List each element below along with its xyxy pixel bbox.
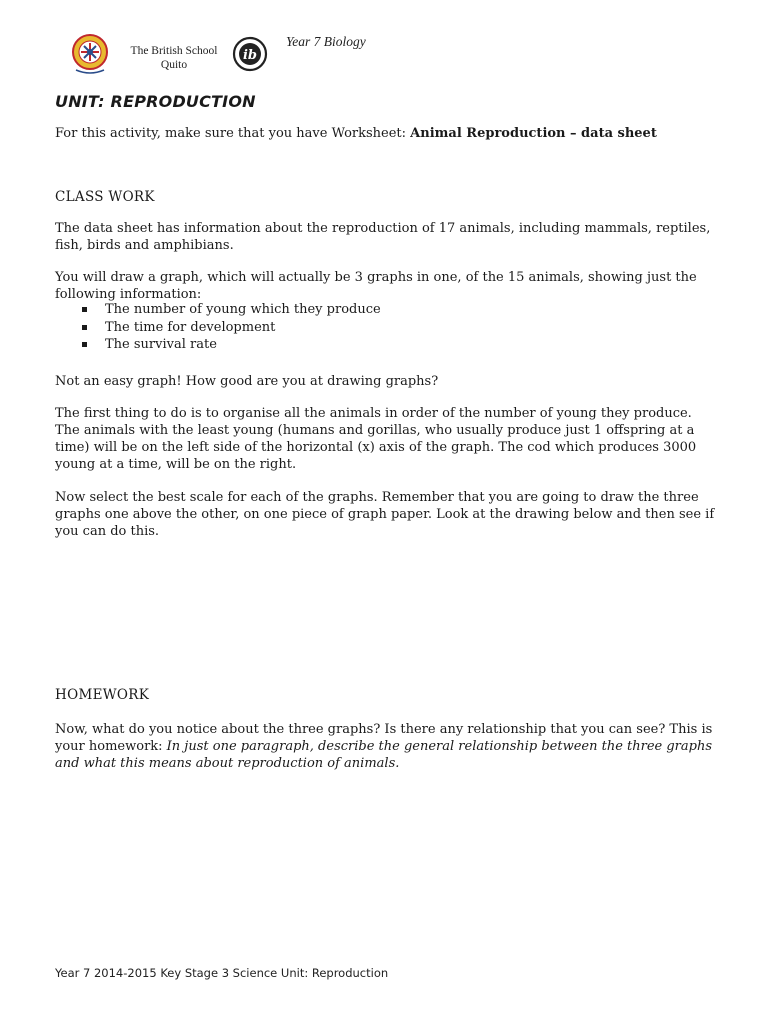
unit-title: UNIT: REPRODUCTION <box>55 92 256 111</box>
classwork-heading: CLASS WORK <box>55 189 155 205</box>
info-bullet-list <box>80 301 381 354</box>
bullet-item: The survival rate <box>80 336 381 354</box>
classwork-paragraph-1: The data sheet has information about the reproduction of 17 animals, including mammals, reptiles, fish, birds and amphibians. <box>55 221 711 253</box>
worksheet-name: Animal Reproduction – data sheet <box>410 126 657 141</box>
homework-text: Now, what do you notice about the three graphs? Is there any relationship that you can see? This is your homework: <box>55 722 713 754</box>
page-footer: Year 7 2014-2015 Key Stage 3 Science Unit: Reproduction <box>55 966 389 980</box>
school-crest-icon <box>70 34 110 78</box>
school-name-line2: Quito <box>160 59 188 71</box>
year-subject-label: Year 7 Biology <box>286 34 366 49</box>
intro-paragraph <box>55 125 715 142</box>
homework-task: In just one paragraph, describe the general relationship between the three graphs and what this means about reproduction of animals. <box>55 739 713 771</box>
school-name-line1: The British School <box>130 45 218 57</box>
classwork-paragraph-4: The first thing to do is to organise all the animals in order of the number of young they produce. The animals with the least young (humans and gorillas, who usually produce just 1 offspring at a time) will be on the left side of the horizontal (x) axis of the graph. The cod which produces 3000 young at a time, will be on the right. <box>55 406 697 472</box>
classwork-paragraph-5: Now select the best scale for each of the graphs. Remember that you are going to draw the three graphs one above the other, on one piece of graph paper. Look at the drawing below and then see if you can do this. <box>55 490 715 539</box>
ib-world-school-logo-icon <box>232 34 268 74</box>
svg-text:ib: ib <box>242 48 258 63</box>
document-header <box>66 28 406 78</box>
homework-paragraph <box>55 721 715 772</box>
bullet-item: The number of young which they produce <box>80 301 381 319</box>
homework-heading: HOMEWORK <box>55 687 150 703</box>
intro-text: For this activity, make sure that you have Worksheet: <box>55 126 411 141</box>
school-name <box>116 44 232 72</box>
classwork-paragraph-2: You will draw a graph, which will actually be 3 graphs in one, of the 15 animals, showing just the following information: <box>55 270 697 302</box>
classwork-paragraph-3: Not an easy graph! How good are you at drawing graphs? <box>55 374 439 389</box>
bullet-item: The time for development <box>80 319 381 337</box>
